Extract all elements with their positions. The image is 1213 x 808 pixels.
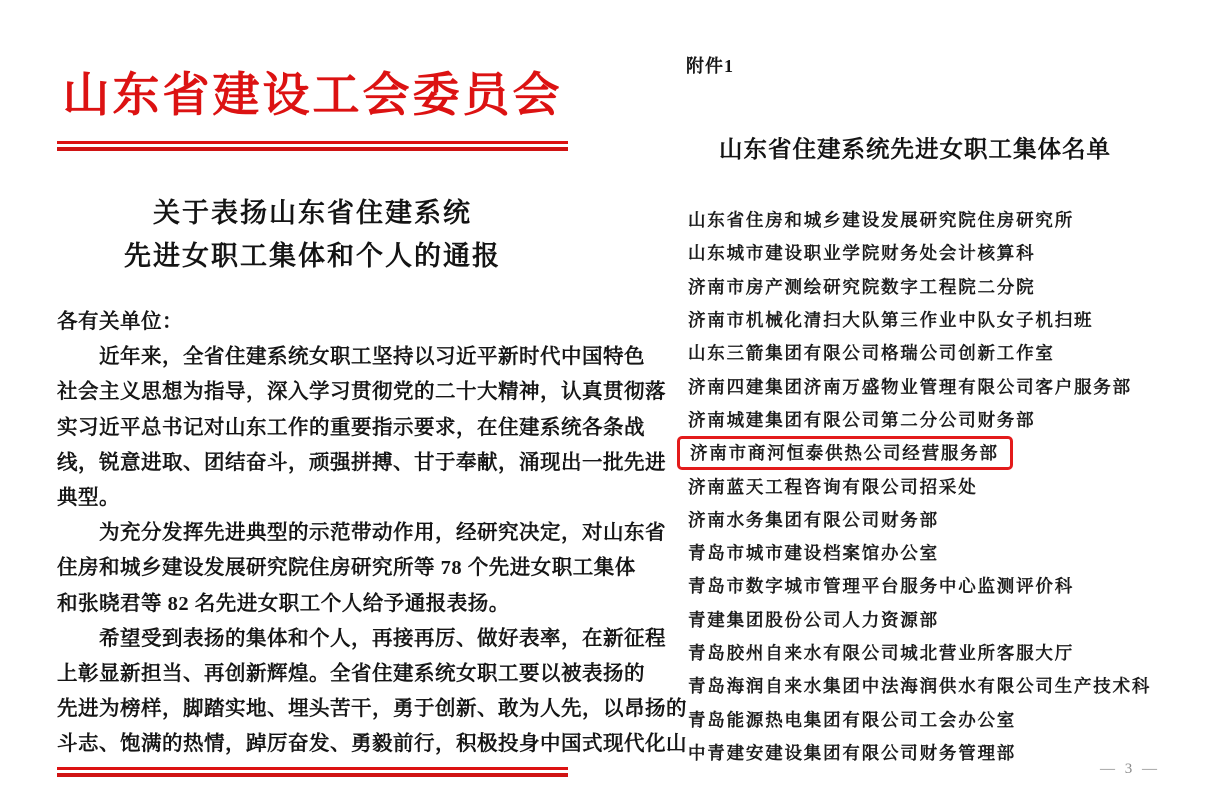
body-line bbox=[57, 516, 666, 551]
collective-list bbox=[688, 203, 1156, 769]
collective-name: 济南四建集团济南万盛物业管理有限公司客户服务部 bbox=[688, 376, 1132, 397]
collective-name: 济南市机械化清扫大队第三作业中队女子机扫班 bbox=[688, 310, 1094, 331]
collective-name: 济南市商河恒泰供热公司经营服务部 bbox=[677, 436, 1013, 470]
body-line bbox=[57, 340, 645, 375]
collective-list-item bbox=[688, 436, 1156, 469]
letterhead-title: 山东省建设工会委员会 bbox=[62, 70, 563, 122]
collective-name: 济南蓝天工程咨询有限公司招采处 bbox=[688, 476, 978, 497]
collective-list-item bbox=[688, 736, 1156, 769]
body-line bbox=[57, 375, 666, 410]
collective-name: 中青建安建设集团有限公司财务管理部 bbox=[688, 742, 1017, 763]
notice-page bbox=[55, 0, 687, 808]
collective-list-item bbox=[688, 236, 1156, 269]
collective-list-item bbox=[688, 369, 1156, 402]
body-line-text: 线，锐意进取、团结奋斗，顽强拼搏、甘于奉献，涌现出一批先进 bbox=[57, 451, 666, 474]
body-line-text: 实习近平总书记对山东工作的重要指示要求，在住建系统各条战 bbox=[57, 416, 645, 439]
body-line bbox=[57, 657, 645, 692]
body-line bbox=[57, 727, 687, 762]
collective-name: 济南城建集团有限公司第二分公司财务部 bbox=[688, 409, 1036, 430]
attachment-title: 山东省住建系统先进女职工集体名单 bbox=[719, 137, 1111, 163]
collective-list-item bbox=[688, 702, 1156, 735]
attachment-label: 附件1 bbox=[686, 56, 734, 76]
collective-list-item bbox=[688, 569, 1156, 602]
body-line bbox=[57, 692, 687, 727]
notice-title-line-1: 关于表扬山东省住建系统 bbox=[153, 198, 472, 228]
divider-thick-line bbox=[57, 147, 568, 151]
footer-divider bbox=[57, 767, 568, 777]
body-line-text: 上彰显新担当、再创新辉煌。全省住建系统女职工要以被表扬的 bbox=[57, 662, 645, 685]
page-number: — 3 — bbox=[1100, 761, 1160, 777]
collective-name: 济南市房产测绘研究院数字工程院二分院 bbox=[688, 276, 1036, 297]
body-line-text: 斗志、饱满的热情，踔厉奋发、勇毅前行，积极投身中国式现代化山 bbox=[57, 733, 687, 756]
attachment-page bbox=[676, 0, 1156, 808]
body-line-text: 为充分发挥先进典型的示范带动作用，经研究决定，对山东省 bbox=[99, 522, 666, 545]
body-line-text: 近年来，全省住建系统女职工坚持以习近平新时代中国特色 bbox=[99, 346, 645, 369]
collective-list-item bbox=[688, 636, 1156, 669]
collective-name: 青岛市数字城市管理平台服务中心监测评价科 bbox=[688, 576, 1074, 597]
collective-name: 青岛能源热电集团有限公司工会办公室 bbox=[688, 709, 1017, 730]
collective-list-item bbox=[688, 603, 1156, 636]
collective-list-item bbox=[688, 669, 1156, 702]
collective-name: 青建集团股份公司人力资源部 bbox=[688, 609, 939, 630]
body-line bbox=[57, 481, 570, 516]
notice-title-line-2: 先进女职工集体和个人的通报 bbox=[124, 241, 501, 271]
notice-body bbox=[57, 305, 687, 762]
body-line-text: 社会主义思想为指导，深入学习贯彻党的二十大精神，认真贯彻落 bbox=[57, 381, 666, 404]
collective-list-item bbox=[688, 403, 1156, 436]
body-line-text: 各有关单位： bbox=[57, 311, 183, 333]
collective-list-item bbox=[688, 270, 1156, 303]
body-line bbox=[57, 587, 570, 622]
divider-thick-line bbox=[57, 773, 568, 777]
body-line-text: 先进为榜样，脚踏实地、埋头苦干，勇于创新、敢为人先，以昂扬的 bbox=[57, 698, 687, 721]
collective-list-item bbox=[688, 469, 1156, 502]
collective-list-item bbox=[688, 503, 1156, 536]
body-line-text: 希望受到表扬的集体和个人，再接再厉、做好表率，在新征程 bbox=[99, 627, 666, 650]
body-line bbox=[57, 551, 636, 586]
letterhead-divider bbox=[57, 141, 568, 151]
collective-name: 济南水务集团有限公司财务部 bbox=[688, 509, 939, 530]
notice-title bbox=[55, 192, 570, 278]
body-line bbox=[57, 305, 570, 340]
collective-name: 山东三箭集团有限公司格瑞公司创新工作室 bbox=[688, 343, 1055, 364]
collective-name: 青岛胶州自来水有限公司城北营业所客服大厅 bbox=[688, 643, 1074, 663]
body-line bbox=[57, 622, 666, 657]
collective-list-item bbox=[688, 536, 1156, 569]
body-line-text: 和张晓君等 82 名先进女职工个人给予通报表扬。 bbox=[57, 592, 510, 615]
collective-name: 青岛市城市建设档案馆办公室 bbox=[688, 543, 939, 564]
collective-list-item bbox=[688, 336, 1156, 369]
body-line bbox=[57, 411, 645, 446]
collective-list-item bbox=[688, 203, 1156, 236]
collective-name: 山东城市建设职业学院财务处会计核算科 bbox=[688, 243, 1036, 264]
body-line-text: 典型。 bbox=[57, 486, 120, 509]
body-line bbox=[57, 446, 666, 481]
collective-name: 青岛海润自来水集团中法海润供水有限公司生产技术科 bbox=[688, 676, 1152, 697]
body-line-text: 住房和城乡建设发展研究院住房研究所等 78 个先进女职工集体 bbox=[57, 557, 636, 580]
collective-list-item bbox=[688, 303, 1156, 336]
collective-name: 山东省住房和城乡建设发展研究院住房研究所 bbox=[688, 210, 1074, 231]
